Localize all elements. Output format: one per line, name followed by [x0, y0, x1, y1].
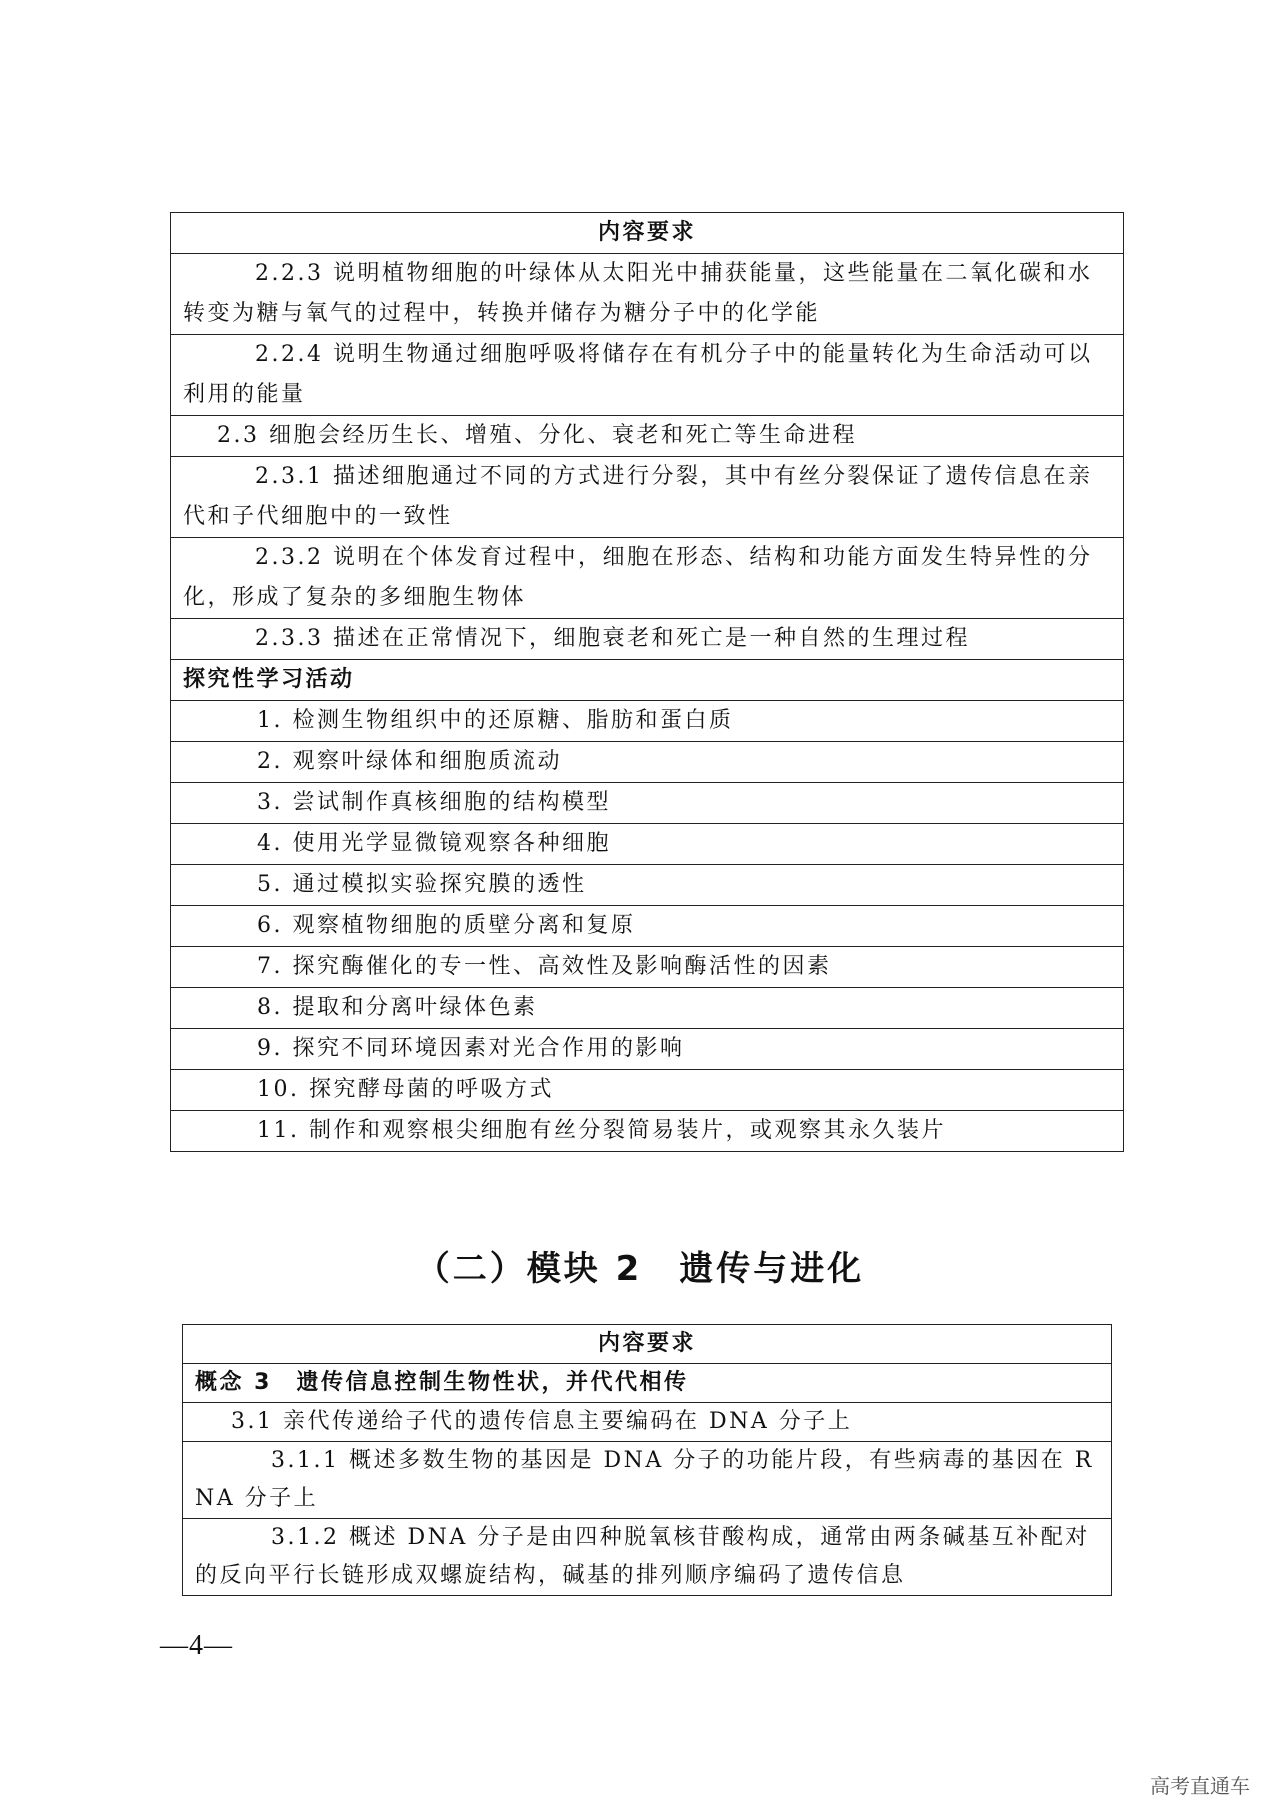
concept-title: 概念 3 遗传信息控制生物性状，并代代相传: [183, 1364, 1112, 1403]
requirement-row: 3.1 亲代传递给子代的遗传信息主要编码在 DNA 分子上: [183, 1403, 1112, 1442]
requirement-row: 3.1.2 概述 DNA 分子是由四种脱氧核苷酸构成，通常由两条碱基互补配对的反向平行长链形成双螺旋结构，碱基的排列顺序编码了遗传信息: [183, 1519, 1112, 1596]
content-requirements-table-2: [182, 1324, 1112, 1596]
activity-section-title: 探究性学习活动: [171, 660, 1124, 701]
table-header: 内容要求: [171, 213, 1124, 254]
requirement-row: 3.1.1 概述多数生物的基因是 DNA 分子的功能片段，有些病毒的基因在 RNA 分子上: [183, 1442, 1112, 1519]
section-heading: （二）模块 2 遗传与进化: [415, 1249, 865, 1289]
activity-row: 8. 提取和分离叶绿体色素: [171, 988, 1124, 1029]
table-header: 内容要求: [183, 1325, 1112, 1364]
requirement-row: 2.3.3 描述在正常情况下，细胞衰老和死亡是一种自然的生理过程: [171, 619, 1124, 660]
requirement-row: 2.2.3 说明植物细胞的叶绿体从太阳光中捕获能量，这些能量在二氧化碳和水转变为糖与氧气的过程中，转换并储存为糖分子中的化学能: [171, 254, 1124, 335]
watermark: 高考直通车: [1150, 1774, 1250, 1798]
activity-row: 1. 检测生物组织中的还原糖、脂肪和蛋白质: [171, 701, 1124, 742]
activity-row: 7. 探究酶催化的专一性、高效性及影响酶活性的因素: [171, 947, 1124, 988]
activity-row: 5. 通过模拟实验探究膜的透性: [171, 865, 1124, 906]
activity-row: 2. 观察叶绿体和细胞质流动: [171, 742, 1124, 783]
activity-row: 10. 探究酵母菌的呼吸方式: [171, 1070, 1124, 1111]
requirement-row: 2.3.2 说明在个体发育过程中，细胞在形态、结构和功能方面发生特异性的分化，形成了复杂的多细胞生物体: [171, 538, 1124, 619]
requirement-row: 2.2.4 说明生物通过细胞呼吸将储存在有机分子中的能量转化为生命活动可以利用的能量: [171, 335, 1124, 416]
requirement-row: 2.3 细胞会经历生长、增殖、分化、衰老和死亡等生命进程: [171, 416, 1124, 457]
activity-row: 11. 制作和观察根尖细胞有丝分裂简易装片，或观察其永久装片: [171, 1111, 1124, 1152]
activity-row: 4. 使用光学显微镜观察各种细胞: [171, 824, 1124, 865]
page-number: —4—: [160, 1630, 233, 1661]
requirement-row: 2.3.1 描述细胞通过不同的方式进行分裂，其中有丝分裂保证了遗传信息在亲代和子代细胞中的一致性: [171, 457, 1124, 538]
activity-row: 9. 探究不同环境因素对光合作用的影响: [171, 1029, 1124, 1070]
activity-row: 3. 尝试制作真核细胞的结构模型: [171, 783, 1124, 824]
content-requirements-table-1: [170, 212, 1124, 1152]
activity-row: 6. 观察植物细胞的质壁分离和复原: [171, 906, 1124, 947]
